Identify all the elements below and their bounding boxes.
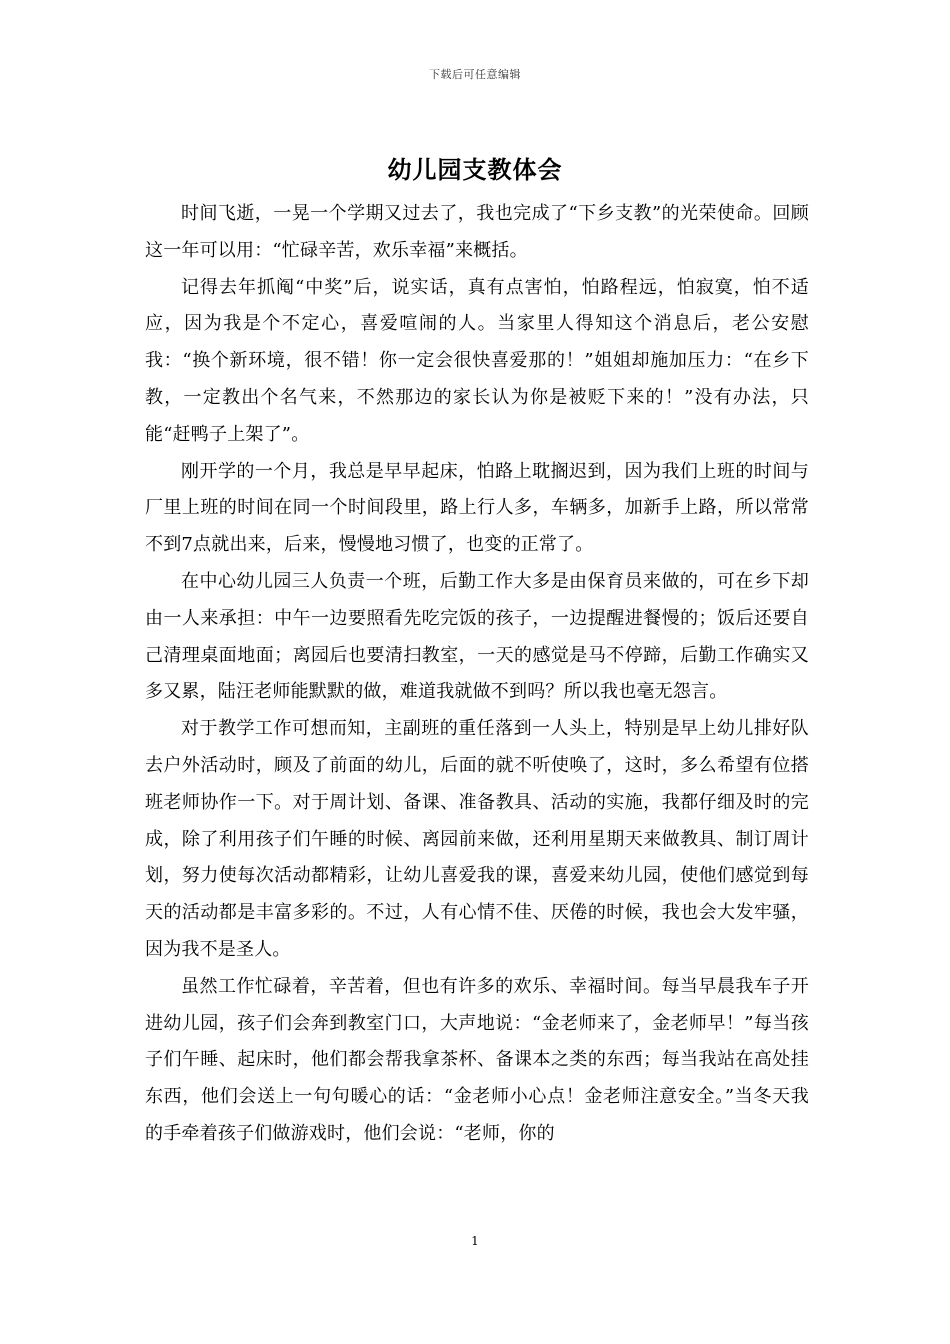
paragraph: 对于教学工作可想而知，主副班的重任落到一人头上，特别是早上幼儿排好队去户外活动时，顾及了前面的幼儿，后面的就不听使唤了，这时，多么希望有位搭班老师协作一下。对于周计划、备课、准备教具、活动的实施，我都仔细及时的完成，除了利用孩子们午睡的时候、离园前来做，还利用星期天来做教具、制订周计划，努力使每次活动都精彩，让幼儿喜爱我的课，喜爱来幼儿园，使他们感觉到每天的活动都是丰富多彩的。不过，人有心情不佳、厌倦的时候，我也会大发牢骚，因为我不是圣人。 <box>145 718 809 960</box>
paragraph: 时间飞逝，一晃一个学期又过去了，我也完成了“下乡支教”的光荣使命。回顾这一年可以用：“忙碌辛苦，欢乐幸福”来概括。 <box>145 203 809 261</box>
paragraph: 记得去年抓阄“中奖”后，说实话，真有点害怕，怕路程远，怕寂寞，怕不适应，因为我是个不定心，喜爱喧闹的人。当家里人得知这个消息后，老公安慰我：“换个新环境，很不错！你一定会很快喜爱那的！”姐姐却施加压力：“在乡下教，一定教出个名气来，不然那边的家长认为你是被贬下来的！”没有办法，只能“赶鸭子上架了”。 <box>145 276 809 445</box>
header-note: 下载后可任意编辑 <box>429 68 521 81</box>
page-number: 1 <box>471 1234 479 1248</box>
paragraph: 在中心幼儿园三人负责一个班，后勤工作大多是由保育员来做的，可在乡下却由一人来承担：中午一边要照看先吃完饭的孩子，一边提醒进餐慢的；饭后还要自己清理桌面地面；离园后也要清扫教室，一天的感觉是马不停蹄，后勤工作确实又多又累，陆汪老师能默默的做，难道我就做不到吗？所以我也毫无怨言。 <box>145 570 809 703</box>
document-body <box>145 196 809 1153</box>
document-title: 幼儿园支教体会 <box>387 155 563 184</box>
paragraph: 虽然工作忙碌着，辛苦着，但也有许多的欢乐、幸福时间。每当早晨我车子开进幼儿园，孩子们会奔到教室门口，大声地说：“金老师来了，金老师早！”每当孩子们午睡、起床时，他们都会帮我拿茶杯、备课本之类的东西；每当我站在高处挂东西，他们会送上一句句暖心的话：“金老师小心点！金老师注意安全。”当冬天我的手牵着孩子们做游戏时，他们会说：“老师，你的 <box>145 975 809 1144</box>
paragraph: 刚开学的一个月，我总是早早起床，怕路上耽搁迟到，因为我们上班的时间与厂里上班的时间在同一个时间段里，路上行人多，车辆多，加新手上路，所以常常不到7点就出来，后来，慢慢地习惯了，也变的正常了。 <box>145 460 809 556</box>
